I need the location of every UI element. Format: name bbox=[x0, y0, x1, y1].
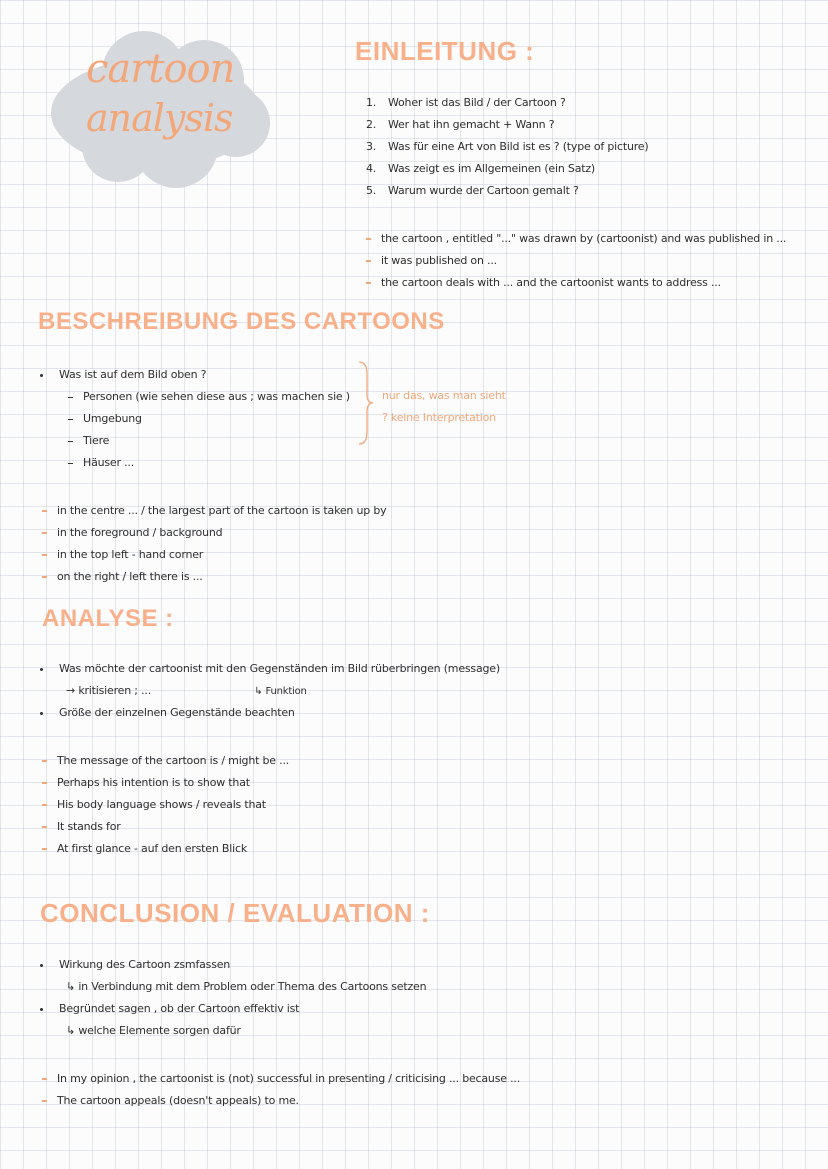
bullet-item: Größe der einzelnen Gegenstände beachten bbox=[40, 702, 500, 724]
brace-icon bbox=[355, 360, 375, 446]
bullet-item: Was möchte der cartoonist mit den Gegenständen im Bild rüberbringen (message) bbox=[40, 658, 500, 680]
logo-line2: analysis bbox=[86, 96, 233, 140]
question-item: 2. Wer hat ihn gemacht + Wann ? bbox=[366, 118, 555, 131]
bullet-item: Wirkung des Cartoon zsmfassen bbox=[40, 954, 426, 976]
einleitung-phrases bbox=[366, 228, 786, 294]
phrase-item: in the foreground / background bbox=[42, 522, 386, 544]
phrase-item: on the right / left there is ... bbox=[42, 566, 386, 588]
sub-item: Häuser ... bbox=[40, 452, 350, 474]
conclusion-phrases bbox=[42, 1068, 520, 1112]
brace-note-2: ? keine Interpretation bbox=[382, 411, 496, 424]
einleitung-questions bbox=[366, 92, 648, 202]
conclusion-heading: CONCLUSION / EVALUATION : bbox=[40, 898, 430, 928]
beschreibung-heading: BESCHREIBUNG DES CARTOONS bbox=[38, 308, 445, 335]
sub-item: Umgebung bbox=[40, 408, 350, 430]
beschreibung-phrases bbox=[42, 500, 386, 588]
logo bbox=[36, 18, 276, 188]
phrase-item: Perhaps his intention is to show that bbox=[42, 772, 289, 794]
sub-item: ↳ welche Elemente sorgen dafür bbox=[66, 1024, 241, 1037]
phrase-item: The cartoon appeals (doesn't appeals) to me. bbox=[42, 1090, 520, 1112]
beschreibung-list bbox=[40, 364, 350, 474]
sub-item: Personen (wie sehen diese aus ; was machen sie ) bbox=[40, 386, 350, 408]
sub-item: → kritisieren ; ... ↳ Funktion bbox=[66, 684, 307, 697]
phrase-item: in the centre ... / the largest part of the cartoon is taken up by bbox=[42, 500, 386, 522]
analyse-heading: ANALYSE : bbox=[42, 605, 174, 632]
logo-line1: cartoon bbox=[86, 46, 235, 92]
sub-item: ↳ in Verbindung mit dem Problem oder Thema des Cartoons setzen bbox=[66, 980, 427, 993]
question-item: 3. Was für eine Art von Bild ist es ? (type of picture) bbox=[366, 140, 649, 153]
conclusion-list bbox=[40, 954, 426, 1042]
question-item: 5. Warum wurde der Cartoon gemalt ? bbox=[366, 184, 579, 197]
sub-item: Tiere bbox=[40, 430, 350, 452]
brace-note-1: nur das, was man sieht bbox=[382, 389, 506, 402]
bullet-item: Begründet sagen , ob der Cartoon effektiv ist bbox=[40, 998, 426, 1020]
phrase-item: it was published on ... bbox=[366, 250, 786, 272]
phrase-item: His body language shows / reveals that bbox=[42, 794, 289, 816]
analyse-phrases bbox=[42, 750, 289, 860]
question-item: 4. Was zeigt es im Allgemeinen (ein Satz) bbox=[366, 162, 596, 175]
einleitung-heading: EINLEITUNG : bbox=[355, 36, 535, 66]
phrase-item: The message of the cartoon is / might be ... bbox=[42, 750, 289, 772]
phrase-item: in the top left - hand corner bbox=[42, 544, 386, 566]
phrase-item: the cartoon deals with ... and the cartoonist wants to address ... bbox=[366, 272, 786, 294]
phrase-item: It stands for bbox=[42, 816, 289, 838]
phrase-item: In my opinion , the cartoonist is (not) successful in presenting / criticising ... because ... bbox=[42, 1068, 520, 1090]
phrase-item: the cartoon , entitled "..." was drawn by (cartoonist) and was published in ... bbox=[366, 228, 786, 250]
bullet-item: Was ist auf dem Bild oben ? bbox=[40, 364, 350, 386]
analyse-list bbox=[40, 658, 500, 724]
question-item: 1. Woher ist das Bild / der Cartoon ? bbox=[366, 96, 566, 109]
phrase-item: At first glance - auf den ersten Blick bbox=[42, 838, 289, 860]
